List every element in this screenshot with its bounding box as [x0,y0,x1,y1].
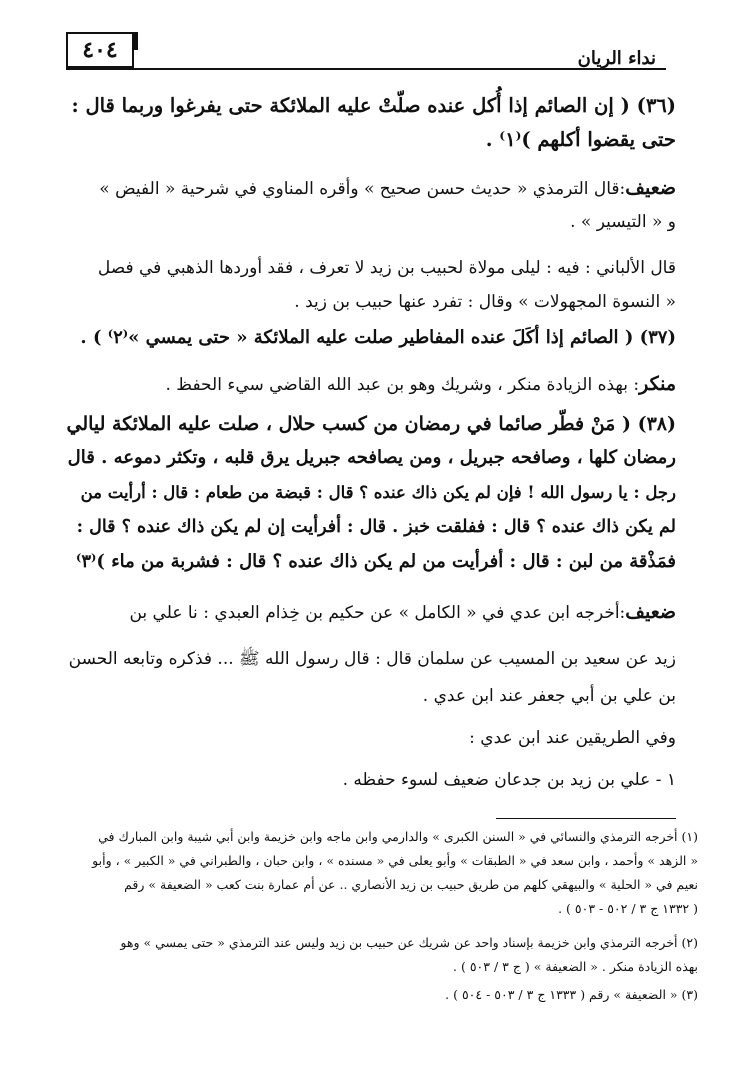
grading-label: منكر [639,373,676,395]
grading-label: ضعيف [625,177,676,199]
grading-38-line-3: بن علي بن أبي جعفر عند ابن عدي . [422,686,676,706]
footnote-1-line-4: ( ١٣٣٢ ج ٣ / ٥٠٢ - ٥٠٣ ) . [558,901,698,916]
hadith-38-line-2: رمضان كلها ، وصافحه جبريل ، ومن يصافحه جبريل يرق قلبه ، وتكثر دموعه . قال [67,447,676,468]
header-rule [66,68,666,70]
hadith-38-line-5: فمَذْقة من لبن : قال : أفرأيت من لم يكن ذاك عنده ؟ قال : فشربة من ماء )⁽٣⁾ [76,551,676,572]
page-number-box [66,32,134,68]
grading-37 [166,372,677,397]
grading-38-text: :أخرجه ابن عدي في « الكامل » عن حكيم بن خِذام العبدي : نا علي بن [129,603,626,623]
grading-38 [129,600,676,625]
footnote-2-line-2: بهذه الزيادة منكر . « الضعيفة » ( ج ٣ / ٥٠٣ ) . [453,959,698,974]
albani-line-1: قال الألباني : فيه : ليلى مولاة لحبيب بن زيد لا تعرف ، فقد أوردها الذهبي في فصل [97,258,676,278]
list-item-1: ١ - علي بن زيد بن جدعان ضعيف لسوء حفظه . [342,770,676,790]
grading-label: ضعيف [625,601,676,623]
grading-36 [99,176,676,201]
hadith-37: (٣٧) ( الصائم إذا أكَلَ عنده المفاطير صلت عليه الملائكة « حتى يمسي »⁽٢⁾ ) . [80,327,676,348]
grading-38-line-2: زيد عن سعيد بن المسيب عن سلمان قال : قال رسول الله ﷺ ... فذكره وتابعه الحسن [68,649,676,669]
hadith-38-line-3: رجل : يا رسول الله ! فإن لم يكن ذاك عنده ؟ قال : قبضة من طعام : قال : أرأيت من [80,483,676,502]
grading-36-text: :قال الترمذي « حديث حسن صحيح » وأقره المناوي في شرحية « الفيض » [99,179,626,199]
footnote-1-line-2: « الزهد » وأحمد ، وابن سعد في « الطبقات » وأبو يعلى في « مسنده » ، وابن حبان ، والطبراني في « الكبير » ، وأبو [92,853,698,868]
hadith-38-line-1: (٣٨) ( مَنْ فطّر صائما في رمضان من كسب حلال ، صلت عليه الملائكة ليالي [66,413,676,435]
hadith-36-line-1: (٣٦) ( إن الصائم إذا أُكل عنده صلّتْ عليه الملائكة حتى يفرغوا وربما قال : [71,94,676,117]
footnote-1-line-3: نعيم في « الحلية » والبيهقي كلهم من طريق حبيب بن زيد الأنصاري .. عن أم عمارة بنت كعب « الضعيفة » رقم [124,877,698,892]
page-number-tab [132,32,138,50]
hadith-36-line-2: حتى يقضوا أكلهم )⁽١⁾ . [485,128,676,151]
hadith-38-line-4: لم يكن ذاك عنده ؟ قال : ففلقت خبز . قال : أفرأيت إن لم يكن ذاك عنده ؟ قال : [76,517,676,537]
footnote-1-line-1: (١) أخرجه الترمذي والنسائي في « السنن الكبرى » والدارمي وابن ماجه وابن خزيمة وابن أبي شيبة وابن المبارك في [98,829,698,844]
footnote-3: (٣) « الضعيفة » رقم ( ١٣٣٣ ج ٣ / ٥٠٣ - ٥٠٤ ) . [445,987,698,1002]
ways-heading: وفي الطريقين عند ابن عدي : [469,728,676,748]
grading-37-text: : بهذه الزيادة منكر ، وشريك وهو بن عبد الله القاضي سيء الحفظ . [165,375,640,395]
footnote-rule [496,818,676,819]
footnote-2-line-1: (٢) أخرجه الترمذي وابن خزيمة بإسناد واحد عن شريك عن حبيب بن زيد وليس عند الترمذي « حتى يمسي » وهو [120,935,698,950]
page-number: ٤٠٤ [82,37,118,63]
grading-36-line-2: و « التيسير » . [570,212,676,232]
running-title: نداء الريان [577,48,656,69]
albani-line-2: « النسوة المجهولات » وقال : تفرد عنها حبيب بن زيد . [294,292,676,312]
